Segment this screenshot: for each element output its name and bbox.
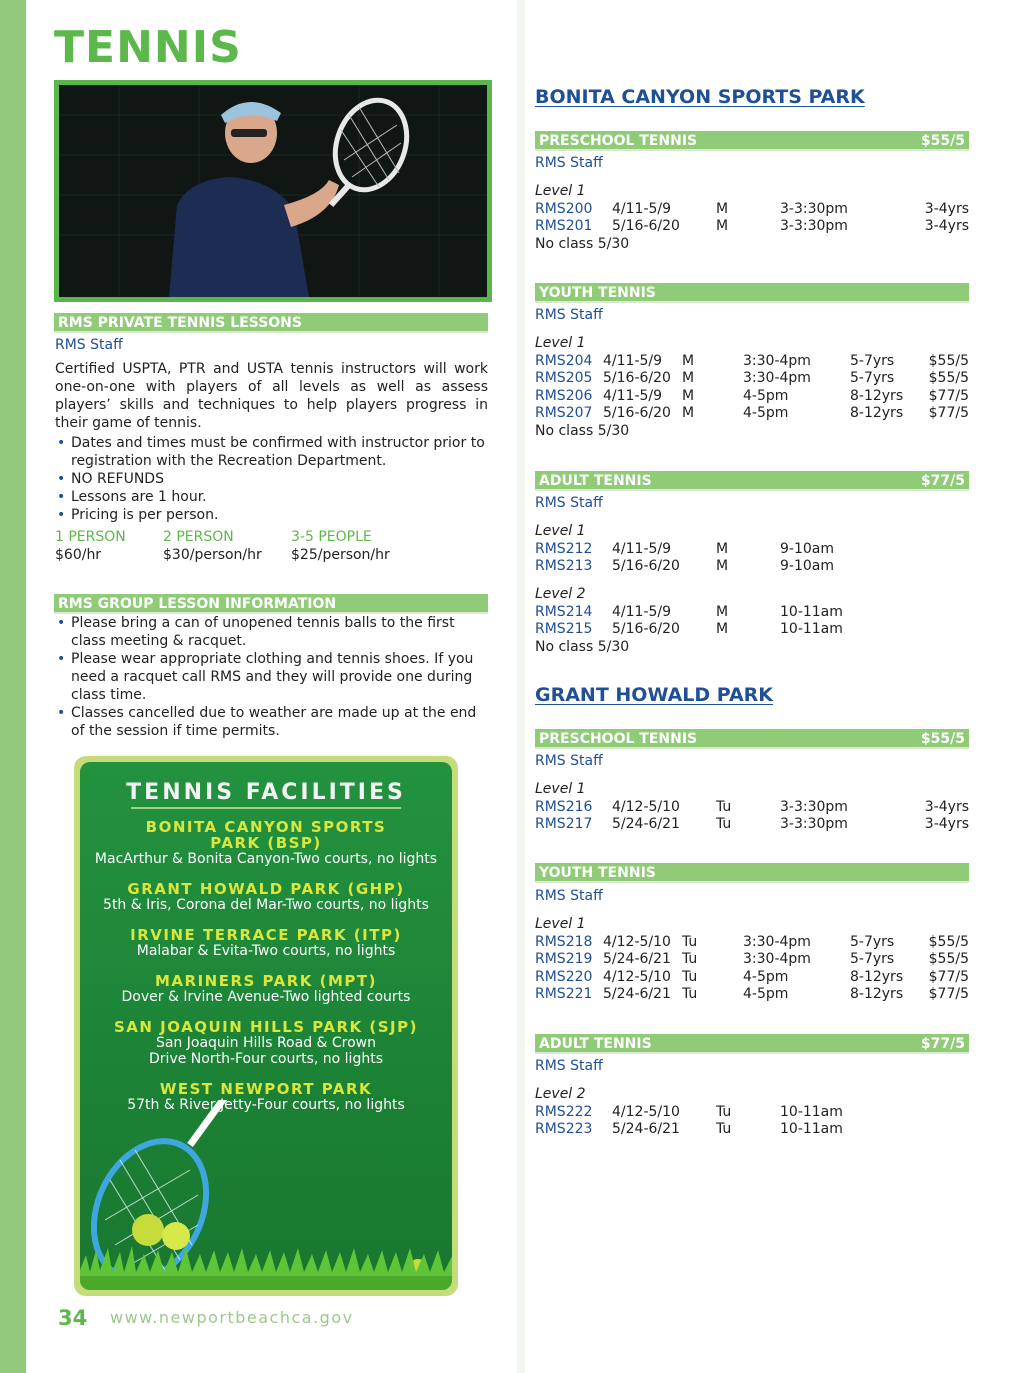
class-dates: 4/12-5/10	[612, 799, 680, 815]
table-row	[535, 370, 969, 388]
list-item: • Classes cancelled due to weather are made up at the end of the session if time permits.	[55, 704, 488, 740]
class-time: 9-10am	[780, 558, 834, 574]
section-header-label: ADULT TENNIS	[539, 473, 652, 489]
class-day: M	[682, 405, 695, 421]
class-time: 3-3:30pm	[780, 218, 848, 234]
class-code[interactable]: RMS204	[535, 353, 593, 369]
section-staff: RMS Staff	[535, 888, 603, 904]
table-row	[535, 1121, 969, 1139]
class-price: $77/5	[928, 969, 969, 985]
class-code[interactable]: RMS213	[535, 558, 593, 574]
list-item: • Lessons are 1 hour.	[55, 488, 488, 506]
class-day: M	[716, 604, 729, 620]
class-code[interactable]: RMS212	[535, 541, 593, 557]
table-row	[535, 353, 969, 371]
facility-address: San Joaquin Hills Road & Crown Drive North-Four courts, no lights	[149, 1035, 383, 1067]
private-lessons-header	[54, 313, 488, 333]
class-age: 3-4yrs	[924, 799, 969, 815]
class-dates: 5/24-6/21	[612, 1121, 680, 1137]
facility-name: WEST NEWPORT PARK	[159, 1080, 373, 1098]
class-age: 8-12yrs	[850, 405, 904, 421]
class-day: M	[716, 541, 729, 557]
class-age: 3-4yrs	[924, 201, 969, 217]
class-age: 3-4yrs	[924, 218, 969, 234]
grant-youth-header	[535, 863, 969, 883]
class-dates: 4/11-5/9	[612, 604, 672, 620]
pricing-1-person	[55, 528, 126, 564]
pricing-2-person	[163, 528, 262, 564]
facility-address: 5th & Iris, Corona del Mar-Two courts, no lights	[103, 897, 429, 913]
facility-name: BONITA CANYON SPORTS PARK (BSP)	[145, 818, 387, 852]
private-lessons-staff: RMS Staff	[55, 337, 123, 353]
section-price: $55/5	[920, 731, 965, 747]
class-age: 8-12yrs	[850, 388, 904, 404]
class-dates: 4/11-5/9	[603, 388, 663, 404]
class-time: 4-5pm	[743, 986, 789, 1002]
class-dates: 5/16-6/20	[603, 370, 671, 386]
table-row	[535, 1104, 969, 1122]
class-day: Tu	[716, 1121, 732, 1137]
class-time: 3:30-4pm	[743, 951, 811, 967]
class-code[interactable]: RMS220	[535, 969, 593, 985]
pricing-label: 3-5 PEOPLE	[291, 529, 372, 545]
class-day: M	[716, 218, 729, 234]
section-staff: RMS Staff	[535, 155, 603, 171]
class-time: 9-10am	[780, 541, 834, 557]
section-header-label: YOUTH TENNIS	[539, 285, 656, 301]
class-dates: 5/16-6/20	[612, 558, 680, 574]
section-staff: RMS Staff	[535, 1058, 603, 1074]
class-dates: 5/24-6/21	[603, 986, 671, 1002]
table-row	[535, 201, 969, 219]
private-lessons-header-label: RMS PRIVATE TENNIS LESSONS	[58, 315, 302, 331]
racquet-grass-illustration	[80, 1100, 452, 1290]
class-age: 5-7yrs	[850, 934, 895, 950]
table-row	[535, 986, 969, 1004]
class-day: Tu	[682, 934, 698, 950]
table-row	[535, 405, 969, 423]
class-code[interactable]: RMS222	[535, 1104, 593, 1120]
class-time: 4-5pm	[743, 969, 789, 985]
class-dates: 4/11-5/9	[612, 541, 672, 557]
table-row	[535, 621, 969, 639]
no-class-note: No class 5/30	[535, 423, 630, 439]
class-time: 10-11am	[780, 1121, 843, 1137]
page-title: TENNIS	[54, 22, 242, 73]
class-time: 4-5pm	[743, 388, 789, 404]
class-day: Tu	[682, 951, 698, 967]
class-code[interactable]: RMS214	[535, 604, 593, 620]
class-dates: 5/24-6/21	[603, 951, 671, 967]
class-dates: 4/12-5/10	[612, 1104, 680, 1120]
facility-address: Dover & Irvine Avenue-Two lighted courts	[121, 989, 411, 1005]
grant-adult-header	[535, 1034, 969, 1054]
facility-name: GRANT HOWALD PARK (GHP)	[127, 880, 405, 898]
facility-address: MacArthur & Bonita Canyon-Two courts, no lights	[94, 851, 438, 867]
facility-name: IRVINE TERRACE PARK (ITP)	[130, 926, 402, 944]
tennis-player-photo	[54, 80, 492, 302]
table-row	[535, 969, 969, 987]
class-time: 3:30-4pm	[743, 353, 811, 369]
class-price: $77/5	[928, 388, 969, 404]
class-age: 5-7yrs	[850, 370, 895, 386]
class-dates: 4/12-5/10	[603, 969, 671, 985]
sidebar-stripe	[0, 0, 26, 1373]
class-dates: 4/12-5/10	[603, 934, 671, 950]
class-dates: 4/11-5/9	[603, 353, 663, 369]
level-label: Level 2	[535, 1086, 586, 1102]
no-class-note: No class 5/30	[535, 236, 630, 252]
group-lessons-header-label: RMS GROUP LESSON INFORMATION	[58, 596, 337, 612]
bonita-adult-header	[535, 471, 969, 491]
section-header-label: PRESCHOOL TENNIS	[539, 133, 698, 149]
section-price: $77/5	[920, 1036, 965, 1052]
level-label: Level 1	[535, 781, 586, 797]
class-code[interactable]: RMS206	[535, 388, 593, 404]
class-age: 8-12yrs	[850, 969, 904, 985]
class-day: M	[716, 621, 729, 637]
facility-address: Malabar & Evita-Two courts, no lights	[136, 943, 396, 959]
class-dates: 4/11-5/9	[612, 201, 672, 217]
class-age: 5-7yrs	[850, 353, 895, 369]
pricing-value: $30/person/hr	[163, 547, 262, 563]
class-code[interactable]: RMS205	[535, 370, 593, 386]
class-day: M	[716, 558, 729, 574]
page-number: 34	[58, 1306, 88, 1330]
class-code[interactable]: RMS201	[535, 218, 593, 234]
class-time: 3:30-4pm	[743, 934, 811, 950]
table-row	[535, 934, 969, 952]
class-price: $55/5	[928, 353, 969, 369]
class-day: Tu	[716, 799, 732, 815]
section-price: $55/5	[920, 133, 965, 149]
table-row	[535, 604, 969, 622]
class-code[interactable]: RMS223	[535, 1121, 593, 1137]
no-class-note: No class 5/30	[535, 639, 630, 655]
class-dates: 5/16-6/20	[612, 218, 680, 234]
class-day: M	[682, 353, 695, 369]
class-code[interactable]: RMS216	[535, 799, 593, 815]
bonita-preschool-header	[535, 131, 969, 151]
facility-name: SAN JOAQUIN HILLS PARK (SJP)	[113, 1018, 418, 1036]
level-label: Level 1	[535, 916, 586, 932]
section-staff: RMS Staff	[535, 753, 603, 769]
class-age: 3-4yrs	[924, 816, 969, 832]
class-code[interactable]: RMS218	[535, 934, 593, 950]
class-time: 10-11am	[780, 621, 843, 637]
class-day: Tu	[682, 969, 698, 985]
pricing-label: 2 PERSON	[163, 529, 234, 545]
tennis-facilities-box	[74, 756, 458, 1296]
section-staff: RMS Staff	[535, 495, 603, 511]
facilities-title-rule	[131, 807, 401, 809]
class-day: M	[682, 388, 695, 404]
class-day: Tu	[716, 1104, 732, 1120]
group-lessons-body	[55, 614, 488, 740]
level-label: Level 1	[535, 183, 586, 199]
class-code[interactable]: RMS215	[535, 621, 593, 637]
class-day: M	[682, 370, 695, 386]
table-row	[535, 388, 969, 406]
section-price: $77/5	[920, 473, 965, 489]
group-lessons-bullets	[55, 614, 488, 740]
class-age: 5-7yrs	[850, 951, 895, 967]
class-time: 10-11am	[780, 1104, 843, 1120]
class-code[interactable]: RMS207	[535, 405, 593, 421]
class-code[interactable]: RMS219	[535, 951, 593, 967]
table-row	[535, 816, 969, 834]
list-item: • NO REFUNDS	[55, 470, 488, 488]
list-item: • Please wear appropriate clothing and tennis shoes. If you need a racquet call RMS and they will provide one during class time.	[55, 650, 488, 704]
class-dates: 5/16-6/20	[612, 621, 680, 637]
class-dates: 5/24-6/21	[612, 816, 680, 832]
class-day: Tu	[682, 986, 698, 1002]
private-lessons-description: Certified USPTA, PTR and USTA tennis instructors will work one-on-one with players of all levels as well as assess players’ skills and techniques to help players progress in their game of tennis.	[55, 361, 488, 431]
grant-preschool-header	[535, 729, 969, 749]
facilities-title: TENNIS FACILITIES	[126, 780, 406, 805]
class-price: $55/5	[928, 370, 969, 386]
facility-name: MARINERS PARK (MPT)	[154, 972, 378, 990]
class-day: M	[716, 201, 729, 217]
facility-address: 57th & River Jetty-Four courts, no lights	[127, 1097, 405, 1113]
pricing-value: $25/person/hr	[291, 547, 390, 563]
group-lessons-header	[54, 594, 488, 614]
table-row	[535, 541, 969, 559]
class-time: 3-3:30pm	[780, 799, 848, 815]
class-time: 3-3:30pm	[780, 816, 848, 832]
level-label: Level 1	[535, 335, 586, 351]
private-lessons-body	[55, 360, 488, 524]
class-time: 3:30-4pm	[743, 370, 811, 386]
list-item: • Pricing is per person.	[55, 506, 488, 524]
table-row	[535, 558, 969, 576]
park-title-grant: GRANT HOWALD PARK	[535, 684, 774, 706]
class-price: $55/5	[928, 934, 969, 950]
list-item: • Dates and times must be confirmed with instructor prior to registration with the Recreation Department.	[55, 434, 488, 470]
class-day: Tu	[716, 816, 732, 832]
pricing-value: $60/hr	[55, 547, 102, 563]
class-price: $55/5	[928, 951, 969, 967]
pricing-label: 1 PERSON	[55, 529, 126, 545]
pricing-3-5-people	[291, 528, 390, 564]
class-time: 4-5pm	[743, 405, 789, 421]
level-label: Level 2	[535, 586, 586, 602]
private-lessons-bullets	[55, 434, 488, 524]
section-header-label: PRESCHOOL TENNIS	[539, 731, 698, 747]
class-code[interactable]: RMS221	[535, 986, 593, 1002]
class-dates: 5/16-6/20	[603, 405, 671, 421]
class-price: $77/5	[928, 986, 969, 1002]
website-link[interactable]: www.newportbeachca.gov	[110, 1308, 354, 1327]
class-time: 10-11am	[780, 604, 843, 620]
section-header-label: ADULT TENNIS	[539, 1036, 652, 1052]
class-code[interactable]: RMS200	[535, 201, 593, 217]
column-divider	[517, 0, 525, 1373]
class-time: 3-3:30pm	[780, 201, 848, 217]
section-header-label: YOUTH TENNIS	[539, 865, 656, 881]
park-title-bonita: BONITA CANYON SPORTS PARK	[535, 86, 865, 108]
class-code[interactable]: RMS217	[535, 816, 593, 832]
table-row	[535, 799, 969, 817]
table-row	[535, 951, 969, 969]
table-row	[535, 218, 969, 236]
level-label: Level 1	[535, 523, 586, 539]
bonita-youth-header	[535, 283, 969, 303]
section-staff: RMS Staff	[535, 307, 603, 323]
class-age: 8-12yrs	[850, 986, 904, 1002]
list-item: • Please bring a can of unopened tennis balls to the first class meeting & racquet.	[55, 614, 488, 650]
class-price: $77/5	[928, 405, 969, 421]
